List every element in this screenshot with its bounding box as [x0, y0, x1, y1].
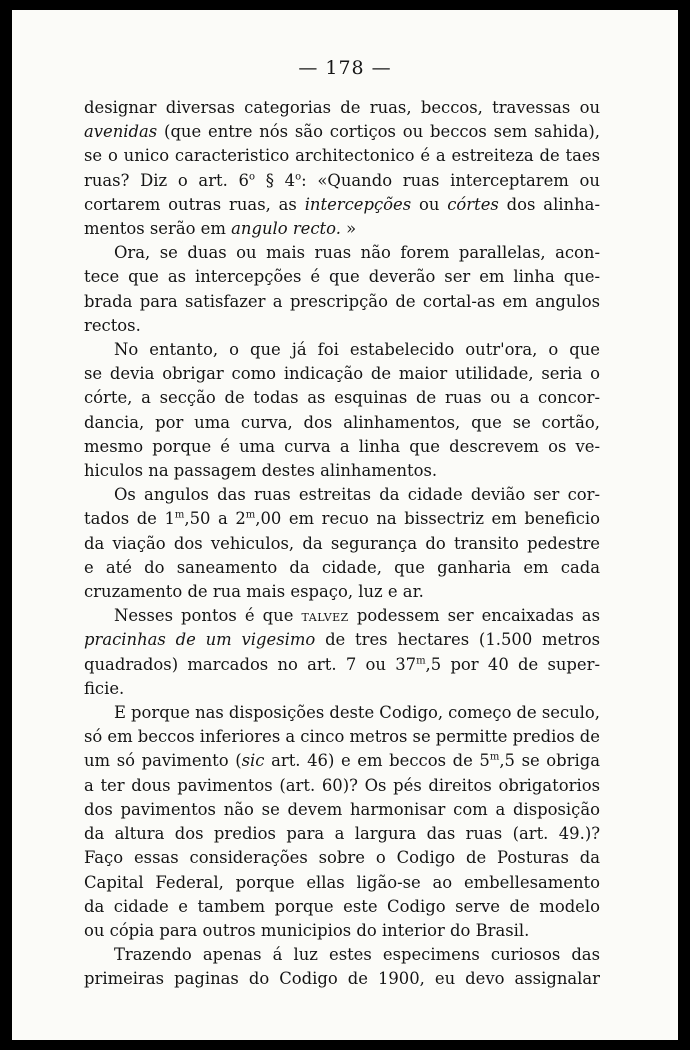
italic-text: sic	[241, 751, 265, 771]
text-line: mentos serão em angulo recto. »	[84, 219, 357, 239]
superscript: m	[174, 509, 185, 521]
superscript: o	[295, 171, 302, 183]
text-line: tece que as intercepções é que deverão ser em linha que-	[84, 267, 600, 287]
text-line: dancia, por uma curva, dos alinhamentos, que se cortão,	[84, 412, 600, 432]
text-line: ou cópia para outros municipios do interior do Brasil.	[84, 920, 530, 940]
text-line: E porque nas disposições deste Codigo, começo de seculo,	[114, 703, 600, 723]
text-line: só em beccos inferiores a cinco metros se permitte predios de	[84, 727, 600, 747]
text-line: da cidade e tambem porque este Codigo serve de modelo	[84, 896, 600, 916]
text-line: quadrados) marcados no art. 7 ou 37$^m$,5 por 40 de super-	[84, 654, 600, 674]
text-line: designar diversas categorias de ruas, beccos, travessas ou	[84, 98, 600, 117]
italic-text: avenidas	[84, 122, 158, 142]
text-line: avenidas (que entre nós são cortiços ou beccos sem sahida),	[84, 122, 600, 142]
text-line: a ter dous pavimentos (art. 60)? Os pés direitos obrigatorios	[84, 775, 600, 795]
book-page	[12, 10, 678, 1040]
text-line: da altura dos predios para a largura das ruas (art. 49.)?	[84, 824, 600, 844]
text-line: se o unico caracteristico architectonico é a estreiteza de taes	[84, 146, 600, 166]
text-line: primeiras paginas do Codigo de 1900, eu devo assignalar	[84, 969, 600, 989]
text-line: pracinhas de um vigesimo de tres hectares (1.500 metros	[84, 630, 600, 650]
text-line: cortarem outras ruas, as intercepções ou córtes dos alinha-	[84, 194, 600, 214]
text-line: Capital Federal, porque ellas ligão-se ao embellesamento	[84, 872, 600, 892]
text-line: um só pavimento (sic art. 46) e em beccos de 5$^m$,5 se obriga	[84, 751, 600, 771]
body-text	[84, 96, 600, 992]
text-line: Trazendo apenas á luz estes especimens curiosos das	[114, 945, 600, 965]
text-line: cruzamento de rua mais espaço, luz e ar.	[84, 582, 424, 602]
text-line: brada para satisfazer a prescripção de cortal-as em angulos	[84, 291, 600, 311]
text-line: Faço essas considerações sobre o Codigo de Posturas da	[84, 848, 600, 868]
superscript: m	[489, 752, 500, 764]
italic-text: pracinhas de um vigesimo	[84, 630, 316, 650]
italic-text: intercepções	[304, 194, 412, 214]
text-line: mesmo porque é uma curva a linha que descrevem os ve-	[84, 436, 600, 456]
text-line: ficie.	[84, 678, 125, 698]
text-line: tados de 1$^m$,50 a 2$^m$,00 em recuo na bissectriz em beneficio	[84, 509, 601, 529]
text-line: rectos.	[84, 315, 141, 335]
text-line: hiculos na passagem destes alinhamentos.	[84, 461, 438, 481]
page-number: — 178 —	[298, 57, 392, 79]
text-line: Os angulos das ruas estreitas da cidade devião ser cor-	[114, 485, 600, 505]
superscript: m	[245, 509, 256, 521]
superscript: o	[248, 171, 256, 183]
superscript: m	[416, 655, 426, 667]
text-line: se devia obrigar como indicação de maior utilidade, seria o	[84, 364, 600, 384]
text-line: dos pavimentos não se devem harmonisar com a disposição	[84, 799, 600, 819]
text-line: Nesses pontos é que talvez podessem ser encaixadas as	[114, 606, 600, 626]
text-line: ruas? Diz o art. 6$^o$ § 4$^o$: «Quando ruas interceptarem ou	[84, 170, 600, 190]
text-line: Ora, se duas ou mais ruas não forem parallelas, acon-	[114, 243, 600, 263]
small-caps-text: talvez	[301, 607, 349, 626]
text-line: córte, a secção de todas as esquinas de ruas ou a concor-	[84, 388, 600, 408]
text-line: No entanto, o que já foi estabelecido outr'ora, o que	[114, 340, 600, 360]
text-line: e até do saneamento da cidade, que ganharia em cada	[84, 557, 600, 577]
text-line: da viação dos vehiculos, da segurança do transito pedestre	[84, 533, 600, 553]
italic-text: córtes	[447, 194, 499, 214]
italic-text: angulo recto.	[231, 219, 341, 239]
